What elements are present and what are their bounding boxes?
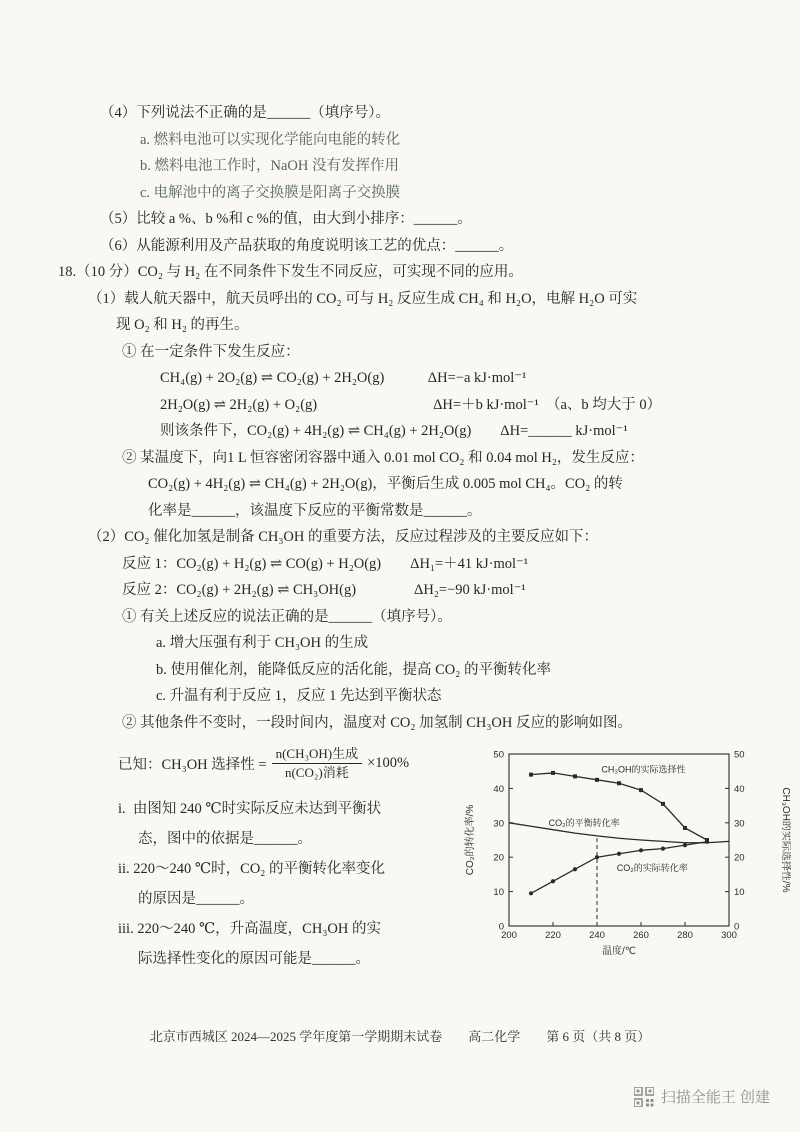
text-line: CO₂(g) + 4H₂(g) ⇌ CH₄(g) + 2H₂O(g)，平衡后生成 0.005 mol CH₄。CO₂ 的转 — [148, 476, 623, 492]
text-line: ① 有关上述反应的说法正确的是______（填序号）。 — [122, 608, 452, 625]
camscanner-qr-icon — [634, 1087, 654, 1107]
svg-text:200: 200 — [501, 930, 517, 941]
text-line: 现 O₂ 和 H₂ 的再生。 — [116, 317, 249, 333]
text-line: c. 电解池中的离子交换膜是阳离子交换膜 — [140, 184, 401, 201]
svg-text:10: 10 — [493, 887, 504, 899]
svg-text:30: 30 — [493, 818, 504, 830]
text-line: b. 使用催化剂，能降低反应的活化能，提高 CO₂ 的平衡转化率 — [156, 661, 551, 678]
sub-lines — [118, 794, 455, 974]
text-line: 则该条件下，CO₂(g) + 4H₂(g) ⇌ CH₄(g) + 2H₂O(g) ΔH=______ kJ·mol⁻¹ — [160, 423, 628, 439]
text-line: （4）下列说法不正确的是______（填序号）。 — [100, 105, 390, 121]
fraction-denominator: n(CO₂)消耗 — [284, 765, 349, 781]
text-line: （1）载人航天器中，航天员呼出的 CO₂ 可与 H₂ 反应生成 CH₄ 和 H₂O，电解 H₂O 可实 — [88, 290, 638, 307]
text-line: 2H₂O(g) ⇌ 2H₂(g) + O₂(g) ΔH=＋b kJ·mol⁻¹ （a、b 均大于 0） — [160, 396, 662, 413]
svg-text:300: 300 — [721, 930, 737, 941]
text-line: iii. 220～240 ℃，升高温度，CH₃OH 的实 — [118, 920, 381, 937]
chart — [461, 740, 800, 1003]
text-line: a. 增大压强有利于 CH₃OH 的生成 — [156, 635, 369, 651]
text-line: ii. 220～240 ℃时，CO₂ 的平衡转化率变化 — [118, 860, 385, 877]
svg-text:50: 50 — [734, 749, 745, 761]
text-line: 反应 1：CO₂(g) + H₂(g) ⇌ CO(g) + H₂O(g) ΔH₁=＋41 kJ·mol⁻¹ — [122, 555, 529, 572]
scanner-credit-text: 扫描全能王 创建 — [660, 1089, 770, 1106]
question-and-chart-row — [0, 740, 800, 1003]
text-line: c. 升温有利于反应 1，反应 1 先达到平衡状态 — [156, 688, 442, 704]
known-suffix: ×100% — [367, 755, 410, 772]
svg-text:CO₂的转化率/%: CO₂的转化率/% — [465, 804, 476, 876]
svg-text:CO₂的平衡转化率: CO₂的平衡转化率 — [548, 818, 620, 829]
svg-text:280: 280 — [677, 930, 693, 941]
svg-text:240: 240 — [589, 930, 605, 941]
text-line: ① 在一定条件下发生反应： — [122, 343, 300, 360]
text-line: ② 某温度下，向1 L 恒容密闭容器中通入 0.01 mol CO₂ 和 0.04 mol H₂，发生反应： — [122, 449, 644, 466]
svg-text:10: 10 — [734, 887, 745, 899]
svg-text:CH₃OH的实际选择性/%: CH₃OH的实际选择性/% — [780, 787, 791, 893]
page-footer: 北京市西城区 2024—2025 学年度第一学期期末试卷 高二化学 第 6 页（共 8 页） — [149, 1029, 651, 1044]
svg-text:0: 0 — [498, 921, 504, 933]
text-line: 化率是______，该温度下反应的平衡常数是______。 — [148, 502, 482, 519]
text-line: （6）从能源利用及产品获取的角度说明该工艺的优点：______。 — [100, 237, 514, 254]
svg-text:220: 220 — [545, 930, 561, 941]
svg-text:260: 260 — [633, 930, 649, 941]
svg-text:40: 40 — [493, 783, 504, 795]
text-line: 际选择性变化的原因可能是______。 — [138, 950, 370, 967]
selectivity-definition — [118, 746, 455, 782]
text-line: ② 其他条件不变时，一段时间内，温度对 CO₂ 加氢制 CH₃OH 反应的影响如图。 — [122, 714, 632, 731]
text-line: b. 燃料电池工作时，NaOH 没有发挥作用 — [140, 158, 399, 174]
text-line: （2）CO₂ 催化加氢是制备 CH₃OH 的重要方法，反应过程涉及的主要反应如下： — [88, 529, 598, 545]
text-line: 18.（10 分）CO₂ 与 H₂ 在不同条件下发生不同反应，可实现不同的应用。 — [58, 264, 523, 280]
text-line: a. 燃料电池可以实现化学能向电能的转化 — [140, 131, 401, 148]
svg-text:50: 50 — [493, 749, 504, 761]
text-line: 态，图中的依据是______。 — [138, 830, 312, 847]
svg-text:CO₂的实际转化率: CO₂的实际转化率 — [616, 862, 688, 873]
text-line: i. 由图知 240 ℃时实际反应未达到平衡状 — [118, 800, 382, 817]
known-prefix: 已知：CH₃OH 选择性 = — [118, 757, 267, 774]
svg-text:温度/℃: 温度/℃ — [601, 946, 637, 957]
text-line: CH₄(g) + 2O₂(g) ⇌ CO₂(g) + 2H₂O(g) ΔH=−a kJ·mol⁻¹ — [160, 370, 527, 386]
text-line: 的原因是______。 — [138, 890, 254, 907]
svg-text:30: 30 — [734, 818, 745, 830]
chart-column — [455, 740, 800, 1003]
sub-question-column — [0, 740, 455, 1003]
temperature-effect-chart — [461, 740, 791, 998]
svg-text:20: 20 — [734, 852, 745, 864]
fraction — [272, 746, 363, 782]
fraction-numerator: n(CH₃OH)生成 — [272, 746, 363, 764]
svg-text:CH₃OH的实际选择性: CH₃OH的实际选择性 — [601, 764, 686, 775]
svg-text:40: 40 — [734, 783, 745, 795]
scanner-watermark — [634, 1086, 770, 1107]
svg-text:20: 20 — [493, 852, 504, 864]
svg-text:0: 0 — [734, 921, 740, 933]
text-line: 反应 2：CO₂(g) + 2H₂(g) ⇌ CH₃OH(g) ΔH₂=−90 kJ·mol⁻¹ — [122, 582, 526, 598]
text-line: （5）比较 a %、b %和 c %的值，由大到小排序：______。 — [100, 211, 472, 227]
